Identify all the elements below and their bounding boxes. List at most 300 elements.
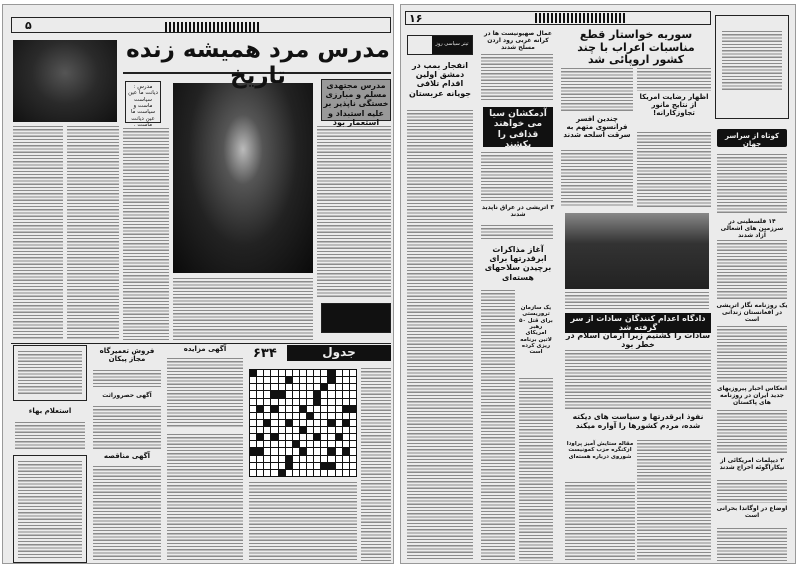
- crossword-cell[interactable]: [336, 434, 342, 440]
- crossword-cell[interactable]: [328, 427, 334, 433]
- crossword-cell[interactable]: [321, 399, 327, 405]
- crossword-cell[interactable]: [271, 434, 277, 440]
- crossword-cell[interactable]: [343, 420, 349, 426]
- crossword-cell[interactable]: [279, 463, 285, 469]
- crossword-cell[interactable]: [257, 377, 263, 383]
- page-number: ۱۶: [409, 12, 423, 25]
- headline: مدرس مرد همیشه زنده تاریخ: [126, 37, 390, 90]
- crossword-cell[interactable]: [343, 434, 349, 440]
- crossword-cell[interactable]: [321, 413, 327, 419]
- crossword-cell[interactable]: [328, 434, 334, 440]
- crossword-cell[interactable]: [286, 463, 292, 469]
- crossword-cell[interactable]: [250, 406, 256, 412]
- crossword-cell[interactable]: [257, 456, 263, 462]
- crossword-cell[interactable]: [328, 377, 334, 383]
- text-column: [565, 349, 711, 409]
- crossword-cell[interactable]: [343, 427, 349, 433]
- text-column: [93, 369, 161, 389]
- crossword-cell[interactable]: [271, 377, 277, 383]
- text-column: [167, 357, 243, 427]
- crossword-cell[interactable]: [293, 384, 299, 390]
- text-column: [123, 127, 169, 340]
- text-column: [481, 151, 553, 201]
- crossword-cell[interactable]: [314, 391, 320, 397]
- crossword-cell[interactable]: [300, 463, 306, 469]
- crossword-cell[interactable]: [250, 370, 256, 376]
- crossword-cell[interactable]: [257, 413, 263, 419]
- crossword-cell[interactable]: [350, 377, 356, 383]
- text-column: [167, 433, 243, 561]
- crossword-cell[interactable]: [314, 427, 320, 433]
- crossword-cell[interactable]: [350, 391, 356, 397]
- text-column: [93, 405, 161, 449]
- crossword-cell[interactable]: [293, 456, 299, 462]
- crossword-cell[interactable]: [307, 456, 313, 462]
- crossword-cell[interactable]: [321, 370, 327, 376]
- crossword-clues: [249, 481, 357, 561]
- crossword-cell[interactable]: [336, 384, 342, 390]
- story-headline: عمال صهیونیست ها در کرانه غربی رود اردن مسلح شدند: [484, 30, 552, 51]
- crossword-cell[interactable]: [336, 427, 342, 433]
- crossword-cell[interactable]: [300, 370, 306, 376]
- crossword-cell[interactable]: [314, 434, 320, 440]
- side-headline: انعکاس اخبار پیروزیهای جدید ایران در روزنامه های پاکستان: [716, 385, 788, 406]
- crossword-cell[interactable]: [250, 463, 256, 469]
- text-column: [519, 377, 553, 561]
- crossword-cell[interactable]: [279, 377, 285, 383]
- crossword-cell[interactable]: [279, 399, 285, 405]
- crossword-cell[interactable]: [314, 448, 320, 454]
- crossword-cell[interactable]: [300, 456, 306, 462]
- crossword-cell[interactable]: [293, 463, 299, 469]
- side-headline: اوضاع در اوگاندا بحرانی است: [716, 505, 788, 519]
- header-band: [165, 22, 259, 32]
- crossword-cell[interactable]: [300, 470, 306, 476]
- right-page: [400, 4, 796, 564]
- story-headline: آغاز مذاکرات ابرقدرتها برای برچیدن سلاحهای هسته‌ای: [484, 245, 552, 282]
- crossword-cell[interactable]: [286, 377, 292, 383]
- crossword-cell[interactable]: [350, 413, 356, 419]
- story-headline: نفوذ ابرقدرتها و سیاست های دیکته شده، مردم کشورها را آواره میکند: [572, 412, 704, 430]
- crossword-cell[interactable]: [343, 399, 349, 405]
- crossword-cell[interactable]: [328, 370, 334, 376]
- crossword-cell[interactable]: [286, 406, 292, 412]
- ad-title: آگهی حصروراثت: [102, 392, 152, 399]
- crossword-cell[interactable]: [250, 377, 256, 383]
- crossword-cell[interactable]: [336, 463, 342, 469]
- ad-title: فروش تعمیرگاه مجاز پیکان: [99, 347, 155, 364]
- crossword-cell[interactable]: [293, 377, 299, 383]
- crossword-cell[interactable]: [336, 413, 342, 419]
- crossword-cell[interactable]: [336, 377, 342, 383]
- crossword-cell[interactable]: [264, 470, 270, 476]
- crossword-cell[interactable]: [279, 420, 285, 426]
- crossword-cell[interactable]: [271, 413, 277, 419]
- crossword-cell[interactable]: [271, 441, 277, 447]
- crossword-cell[interactable]: [343, 441, 349, 447]
- advert-box: [321, 303, 391, 333]
- crossword-cell[interactable]: [314, 463, 320, 469]
- crossword-cell[interactable]: [321, 377, 327, 383]
- crossword-number: ۶۳۴: [253, 346, 277, 361]
- crossword-cell[interactable]: [250, 448, 256, 454]
- crossword-cell[interactable]: [321, 420, 327, 426]
- crossword-cell[interactable]: [314, 413, 320, 419]
- crossword-cell[interactable]: [314, 370, 320, 376]
- text-column: [317, 125, 391, 297]
- story-headline: مقاله ستایش آمیز پراودا ازکنگره حزب کمونیست شوروی درباره هسته‌ای: [566, 441, 634, 460]
- text-column: [717, 409, 787, 455]
- crossword-cell[interactable]: [343, 448, 349, 454]
- crossword-cell[interactable]: [307, 370, 313, 376]
- crossword-cell[interactable]: [343, 370, 349, 376]
- crossword-cell[interactable]: [314, 384, 320, 390]
- crossword-cell[interactable]: [307, 377, 313, 383]
- crossword-cell[interactable]: [321, 441, 327, 447]
- crossword-cell[interactable]: [264, 420, 270, 426]
- ad-box: [13, 455, 87, 563]
- text-column: [173, 277, 313, 340]
- crossword-cell[interactable]: [300, 448, 306, 454]
- text-column: [637, 131, 711, 207]
- header-band: [535, 13, 625, 23]
- crossword-cell[interactable]: [343, 456, 349, 462]
- crossword-cell[interactable]: [343, 377, 349, 383]
- crossword-cell[interactable]: [350, 470, 356, 476]
- crossword-cell[interactable]: [257, 384, 263, 390]
- crossword-cell[interactable]: [286, 420, 292, 426]
- crossword-cell[interactable]: [257, 391, 263, 397]
- crossword-cell[interactable]: [286, 470, 292, 476]
- story-headline: آدمکشان سیا می خواهند قذافی را بکشند: [483, 107, 553, 147]
- crossword-cell[interactable]: [321, 391, 327, 397]
- crossword-cell[interactable]: [271, 370, 277, 376]
- text-column: [93, 465, 161, 561]
- text-column: [717, 479, 787, 503]
- crossword-cell[interactable]: [279, 370, 285, 376]
- crossword-cell[interactable]: [279, 391, 285, 397]
- crossword-cell[interactable]: [300, 420, 306, 426]
- crossword-cell[interactable]: [271, 384, 277, 390]
- crossword-cell[interactable]: [336, 399, 342, 405]
- crossword-cell[interactable]: [321, 427, 327, 433]
- crossword-cell[interactable]: [328, 470, 334, 476]
- crossword-cell[interactable]: [271, 427, 277, 433]
- crossword-cell[interactable]: [264, 427, 270, 433]
- crossword-cell[interactable]: [314, 399, 320, 405]
- crossword-cell[interactable]: [336, 470, 342, 476]
- text-column: [13, 125, 63, 340]
- crossword-cell[interactable]: [271, 456, 277, 462]
- crossword-cell[interactable]: [343, 413, 349, 419]
- crossword-cell[interactable]: [286, 434, 292, 440]
- crossword-cell[interactable]: [264, 413, 270, 419]
- crossword-grid[interactable]: [249, 369, 357, 477]
- crossword-cell[interactable]: [336, 448, 342, 454]
- text-column: [717, 325, 787, 383]
- crossword-cell[interactable]: [279, 441, 285, 447]
- side-headline: یک روزنامه نگار اتریشی در افغانستان زندانی است: [716, 302, 788, 323]
- crossword-cell[interactable]: [279, 384, 285, 390]
- main-headline: سوریه خواستار قطع مناسبات اعراب با چند کشور اروپائی شد: [577, 28, 695, 67]
- crossword-cell[interactable]: [250, 413, 256, 419]
- crossword-cell[interactable]: [264, 456, 270, 462]
- crossword-cell[interactable]: [307, 434, 313, 440]
- crossword-cell[interactable]: [336, 420, 342, 426]
- ad-title: آگهی مناقصه: [103, 452, 151, 460]
- story-headline: یک سازمان تروریستی برای قتل ۵۰ رهبر امریکای لاتین برنامه ریزی کرده است: [519, 305, 553, 356]
- crossword-cell[interactable]: [300, 377, 306, 383]
- crossword-cell[interactable]: [257, 448, 263, 454]
- crossword-cell[interactable]: [343, 384, 349, 390]
- crossword-cell[interactable]: [286, 456, 292, 462]
- text-column: [67, 125, 119, 340]
- crossword-cell[interactable]: [279, 434, 285, 440]
- crossword-cell[interactable]: [300, 391, 306, 397]
- crossword-cell[interactable]: [286, 413, 292, 419]
- column-logo: تیتر سیاسی روز: [407, 35, 473, 55]
- crossword-cell[interactable]: [279, 448, 285, 454]
- crossword-cell[interactable]: [307, 413, 313, 419]
- crossword-cell[interactable]: [264, 406, 270, 412]
- crossword-cell[interactable]: [264, 463, 270, 469]
- masthead-box: [715, 15, 789, 119]
- text-column: [561, 67, 633, 111]
- crossword-cell[interactable]: [350, 406, 356, 412]
- news-photo: [565, 213, 709, 289]
- crossword-cell[interactable]: [328, 384, 334, 390]
- crossword-cell[interactable]: [264, 370, 270, 376]
- crossword-cell[interactable]: [293, 413, 299, 419]
- crossword-cell[interactable]: [307, 470, 313, 476]
- crossword-cell[interactable]: [264, 434, 270, 440]
- photo-caption: [565, 291, 709, 311]
- portrait-photo: [173, 83, 313, 273]
- crossword-cell[interactable]: [350, 456, 356, 462]
- text-column: [561, 149, 633, 207]
- crossword-cell[interactable]: [286, 427, 292, 433]
- text-column: [565, 481, 635, 561]
- crossword-cell[interactable]: [271, 463, 277, 469]
- crossword-cell[interactable]: [321, 384, 327, 390]
- crossword-cell[interactable]: [350, 370, 356, 376]
- text-column: [717, 527, 787, 561]
- crossword-cell[interactable]: [350, 384, 356, 390]
- crossword-cell[interactable]: [350, 427, 356, 433]
- crossword-cell[interactable]: [336, 406, 342, 412]
- quote-box: مدرس : دیانت ما عین سیاست ماست و سیاست ما عین دیانت ماست .: [125, 81, 161, 123]
- ad-title: آگهی مزایده: [183, 345, 227, 353]
- crossword-cell[interactable]: [250, 420, 256, 426]
- crossword-title: جدول: [287, 345, 391, 361]
- crossword-cell[interactable]: [328, 406, 334, 412]
- crossword-cell[interactable]: [257, 434, 263, 440]
- crossword-cell[interactable]: [350, 441, 356, 447]
- crossword-cell[interactable]: [307, 406, 313, 412]
- crossword-cell[interactable]: [271, 420, 277, 426]
- crossword-cell[interactable]: [336, 456, 342, 462]
- crossword-cell[interactable]: [321, 470, 327, 476]
- story-headline: اظهار رضایت امریکا از نتایج مانور تجاوزکارانه!: [639, 93, 709, 118]
- crossword-cell[interactable]: [300, 406, 306, 412]
- crossword-cell[interactable]: [257, 441, 263, 447]
- sidebar-title: کوتاه از سراسر جهان: [717, 129, 787, 147]
- crossword-cell[interactable]: [286, 448, 292, 454]
- crossword-cell[interactable]: [264, 391, 270, 397]
- crossword-cell[interactable]: [257, 470, 263, 476]
- text-column: [481, 289, 515, 561]
- crossword-cell[interactable]: [286, 370, 292, 376]
- crossword-clues: [361, 367, 391, 561]
- text-column: [481, 53, 553, 101]
- crossword-cell[interactable]: [257, 406, 263, 412]
- text-column: [15, 421, 85, 451]
- crossword-cell[interactable]: [257, 427, 263, 433]
- crossword-cell[interactable]: [257, 463, 263, 469]
- left-page: [2, 4, 394, 564]
- story-headline: انفجار بمب در دمشق اولین اقدام تلافی جویانه عربستان: [408, 61, 472, 98]
- crossword-cell[interactable]: [271, 399, 277, 405]
- crossword-cell[interactable]: [271, 391, 277, 397]
- crossword-cell[interactable]: [328, 399, 334, 405]
- crossword-cell[interactable]: [321, 463, 327, 469]
- crossword-cell[interactable]: [343, 463, 349, 469]
- crossword-cell[interactable]: [286, 441, 292, 447]
- crossword-cell[interactable]: [264, 448, 270, 454]
- text-column: [637, 67, 711, 91]
- crossword-cell[interactable]: [321, 406, 327, 412]
- crossword-cell[interactable]: [336, 441, 342, 447]
- crossword-cell[interactable]: [293, 434, 299, 440]
- crossword-cell[interactable]: [307, 441, 313, 447]
- crossword-cell[interactable]: [264, 399, 270, 405]
- crossword-cell[interactable]: [300, 434, 306, 440]
- crossword-cell[interactable]: [336, 391, 342, 397]
- crossword-cell[interactable]: [293, 470, 299, 476]
- crossword-cell[interactable]: [307, 463, 313, 469]
- text-column: [481, 224, 553, 241]
- crossword-cell[interactable]: [343, 470, 349, 476]
- crossword-cell[interactable]: [300, 399, 306, 405]
- text-column: [637, 439, 711, 561]
- story-headline: چندین افسر فرانسوی متهم به سرقت اسلحه شدند: [563, 115, 631, 140]
- crossword-cell[interactable]: [343, 391, 349, 397]
- text-column: [717, 153, 787, 215]
- crossword-cell[interactable]: [271, 406, 277, 412]
- crossword-cell[interactable]: [264, 377, 270, 383]
- crossword-cell[interactable]: [307, 384, 313, 390]
- crossword-cell[interactable]: [314, 456, 320, 462]
- crossword-cell[interactable]: [314, 406, 320, 412]
- side-headline: ۲ دیپلمات امریکائی از نیکاراگوئه اخراج شدند: [719, 457, 785, 471]
- divider: [11, 343, 391, 344]
- text-column: [407, 109, 473, 561]
- crossword-cell[interactable]: [328, 463, 334, 469]
- crossword-cell[interactable]: [279, 470, 285, 476]
- crossword-cell[interactable]: [350, 420, 356, 426]
- crossword-cell[interactable]: [293, 370, 299, 376]
- crossword-cell[interactable]: [293, 427, 299, 433]
- crossword-cell[interactable]: [264, 441, 270, 447]
- crossword-cell[interactable]: [250, 399, 256, 405]
- crossword-cell[interactable]: [293, 399, 299, 405]
- crossword-cell[interactable]: [293, 391, 299, 397]
- crossword-cell[interactable]: [300, 427, 306, 433]
- ad-title: استعلام بهاء: [28, 407, 72, 415]
- crossword-cell[interactable]: [307, 391, 313, 397]
- crossword-cell[interactable]: [321, 456, 327, 462]
- crossword-cell[interactable]: [314, 441, 320, 447]
- crossword-cell[interactable]: [300, 441, 306, 447]
- crossword-cell[interactable]: [307, 399, 313, 405]
- crossword-cell[interactable]: [300, 413, 306, 419]
- crossword-cell[interactable]: [250, 441, 256, 447]
- crossword-cell[interactable]: [279, 456, 285, 462]
- crossword-cell[interactable]: [250, 391, 256, 397]
- crossword-cell[interactable]: [300, 384, 306, 390]
- crossword-cell[interactable]: [250, 434, 256, 440]
- crossword-cell[interactable]: [250, 470, 256, 476]
- subhead-box: مدرس مجتهدی مسلم و مبارزی خستگی ناپذیر بر علیه استبداد و استعمار بود: [321, 79, 391, 121]
- crossword-cell[interactable]: [293, 406, 299, 412]
- crossword-cell[interactable]: [314, 470, 320, 476]
- crossword-cell[interactable]: [279, 413, 285, 419]
- crossword-cell[interactable]: [350, 434, 356, 440]
- crossword-cell[interactable]: [314, 420, 320, 426]
- crossword-cell[interactable]: [293, 441, 299, 447]
- ad-box: [13, 345, 87, 401]
- crossword-cell[interactable]: [250, 384, 256, 390]
- crossword-cell[interactable]: [328, 456, 334, 462]
- crossword-cell[interactable]: [271, 448, 277, 454]
- crossword-cell[interactable]: [336, 370, 342, 376]
- crossword-cell[interactable]: [328, 391, 334, 397]
- crossword-cell[interactable]: [257, 370, 263, 376]
- crossword-cell[interactable]: [328, 413, 334, 419]
- crossword-cell[interactable]: [350, 463, 356, 469]
- story-subheadline: سادات را کشتیم زیرا آرمان اسلام در خطر بود: [565, 331, 711, 350]
- text-column: [717, 239, 787, 299]
- crossword-cell[interactable]: [286, 391, 292, 397]
- crossword-cell[interactable]: [271, 470, 277, 476]
- crossword-cell[interactable]: [250, 456, 256, 462]
- crossword-cell[interactable]: [321, 434, 327, 440]
- crossword-cell[interactable]: [328, 441, 334, 447]
- crossword-cell[interactable]: [328, 448, 334, 454]
- crossword-cell[interactable]: [293, 448, 299, 454]
- crossword-cell[interactable]: [264, 384, 270, 390]
- crossword-cell[interactable]: [279, 406, 285, 412]
- crossword-cell[interactable]: [307, 427, 313, 433]
- crossword-cell[interactable]: [321, 448, 327, 454]
- crossword-cell[interactable]: [293, 420, 299, 426]
- crossword-cell[interactable]: [328, 420, 334, 426]
- crossword-cell[interactable]: [257, 399, 263, 405]
- crossword-cell[interactable]: [350, 448, 356, 454]
- story-headline: ۳ اتریشی در عراق ناپدید شدند: [481, 204, 555, 218]
- crossword-cell[interactable]: [307, 448, 313, 454]
- crossword-cell[interactable]: [286, 384, 292, 390]
- crossword-cell[interactable]: [250, 427, 256, 433]
- crossword-cell[interactable]: [343, 406, 349, 412]
- crossword-cell[interactable]: [350, 399, 356, 405]
- crossword-cell[interactable]: [279, 427, 285, 433]
- crossword-cell[interactable]: [257, 420, 263, 426]
- crossword-cell[interactable]: [307, 420, 313, 426]
- crossword-cell[interactable]: [286, 399, 292, 405]
- side-headline: ۱۴ فلسطینی در سرزمین های اشغالی آزاد شدند: [720, 218, 784, 239]
- crossword-cell[interactable]: [314, 377, 320, 383]
